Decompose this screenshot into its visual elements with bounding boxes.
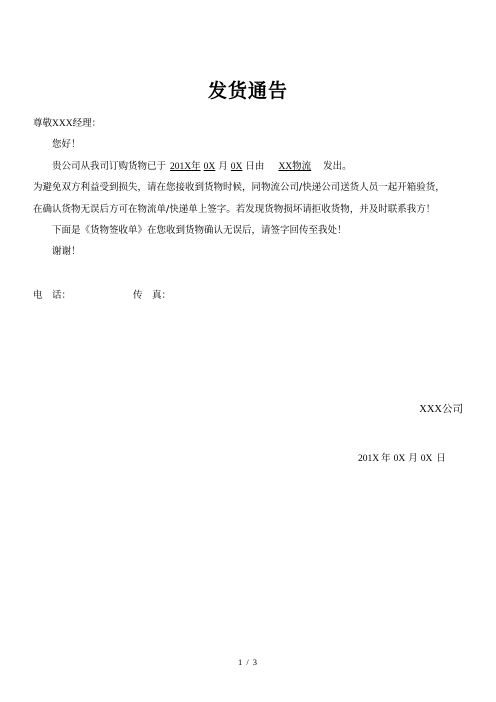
phone-label: 电 话： (33, 290, 72, 301)
signature-date (358, 453, 446, 465)
date-year: 201X (358, 454, 380, 464)
inspection-paragraph-line-1: 为避免双方利益受到损失，请在您接收到货物时候，同物流公司/快递公司送货人员一起开箱验货， (33, 182, 445, 193)
page-title: 发货通告 (207, 80, 288, 102)
date-day-unit: 日 (436, 453, 446, 464)
shipping-notice-line (52, 161, 352, 173)
receipt-note: 下面是《货物签收单》在您收到货物确认无误后，请签字回传至我处！ (52, 225, 347, 236)
date-day: 0X (420, 454, 433, 464)
shipping-lead: 贵公司从我司订购货物已于 (52, 161, 167, 172)
salutation-prefix: 尊敬 (33, 118, 53, 129)
ship-month: 0X (203, 162, 216, 172)
ship-year-unit: 年 (191, 161, 201, 172)
company-signature: XXX公司 (419, 404, 463, 415)
date-month: 0X (393, 454, 406, 464)
ship-tail: 发出。 (323, 161, 352, 172)
ship-day-unit: 日由 (245, 161, 265, 172)
salutation-suffix: 经理： (72, 118, 102, 129)
inspection-paragraph-line-2: 在确认货物无误后方可在物流单/快递单上签字。若发现货物损坏请拒收货物，并及时联系我方！ (33, 204, 436, 215)
ship-carrier: XX物流 (278, 162, 312, 172)
date-month-unit: 月 (408, 453, 418, 464)
date-year-unit: 年 (381, 453, 391, 464)
fax-label: 传 真： (133, 290, 172, 301)
page-number: 1 / 3 (237, 657, 259, 667)
greeting: 您好！ (52, 139, 81, 150)
ship-day: 0X (230, 162, 243, 172)
thanks-line: 谢谢！ (52, 246, 81, 257)
ship-year: 201X (170, 162, 192, 172)
ship-month-unit: 月 (218, 161, 228, 172)
salutation-line (33, 118, 101, 130)
salutation-name: XXX (52, 119, 73, 129)
